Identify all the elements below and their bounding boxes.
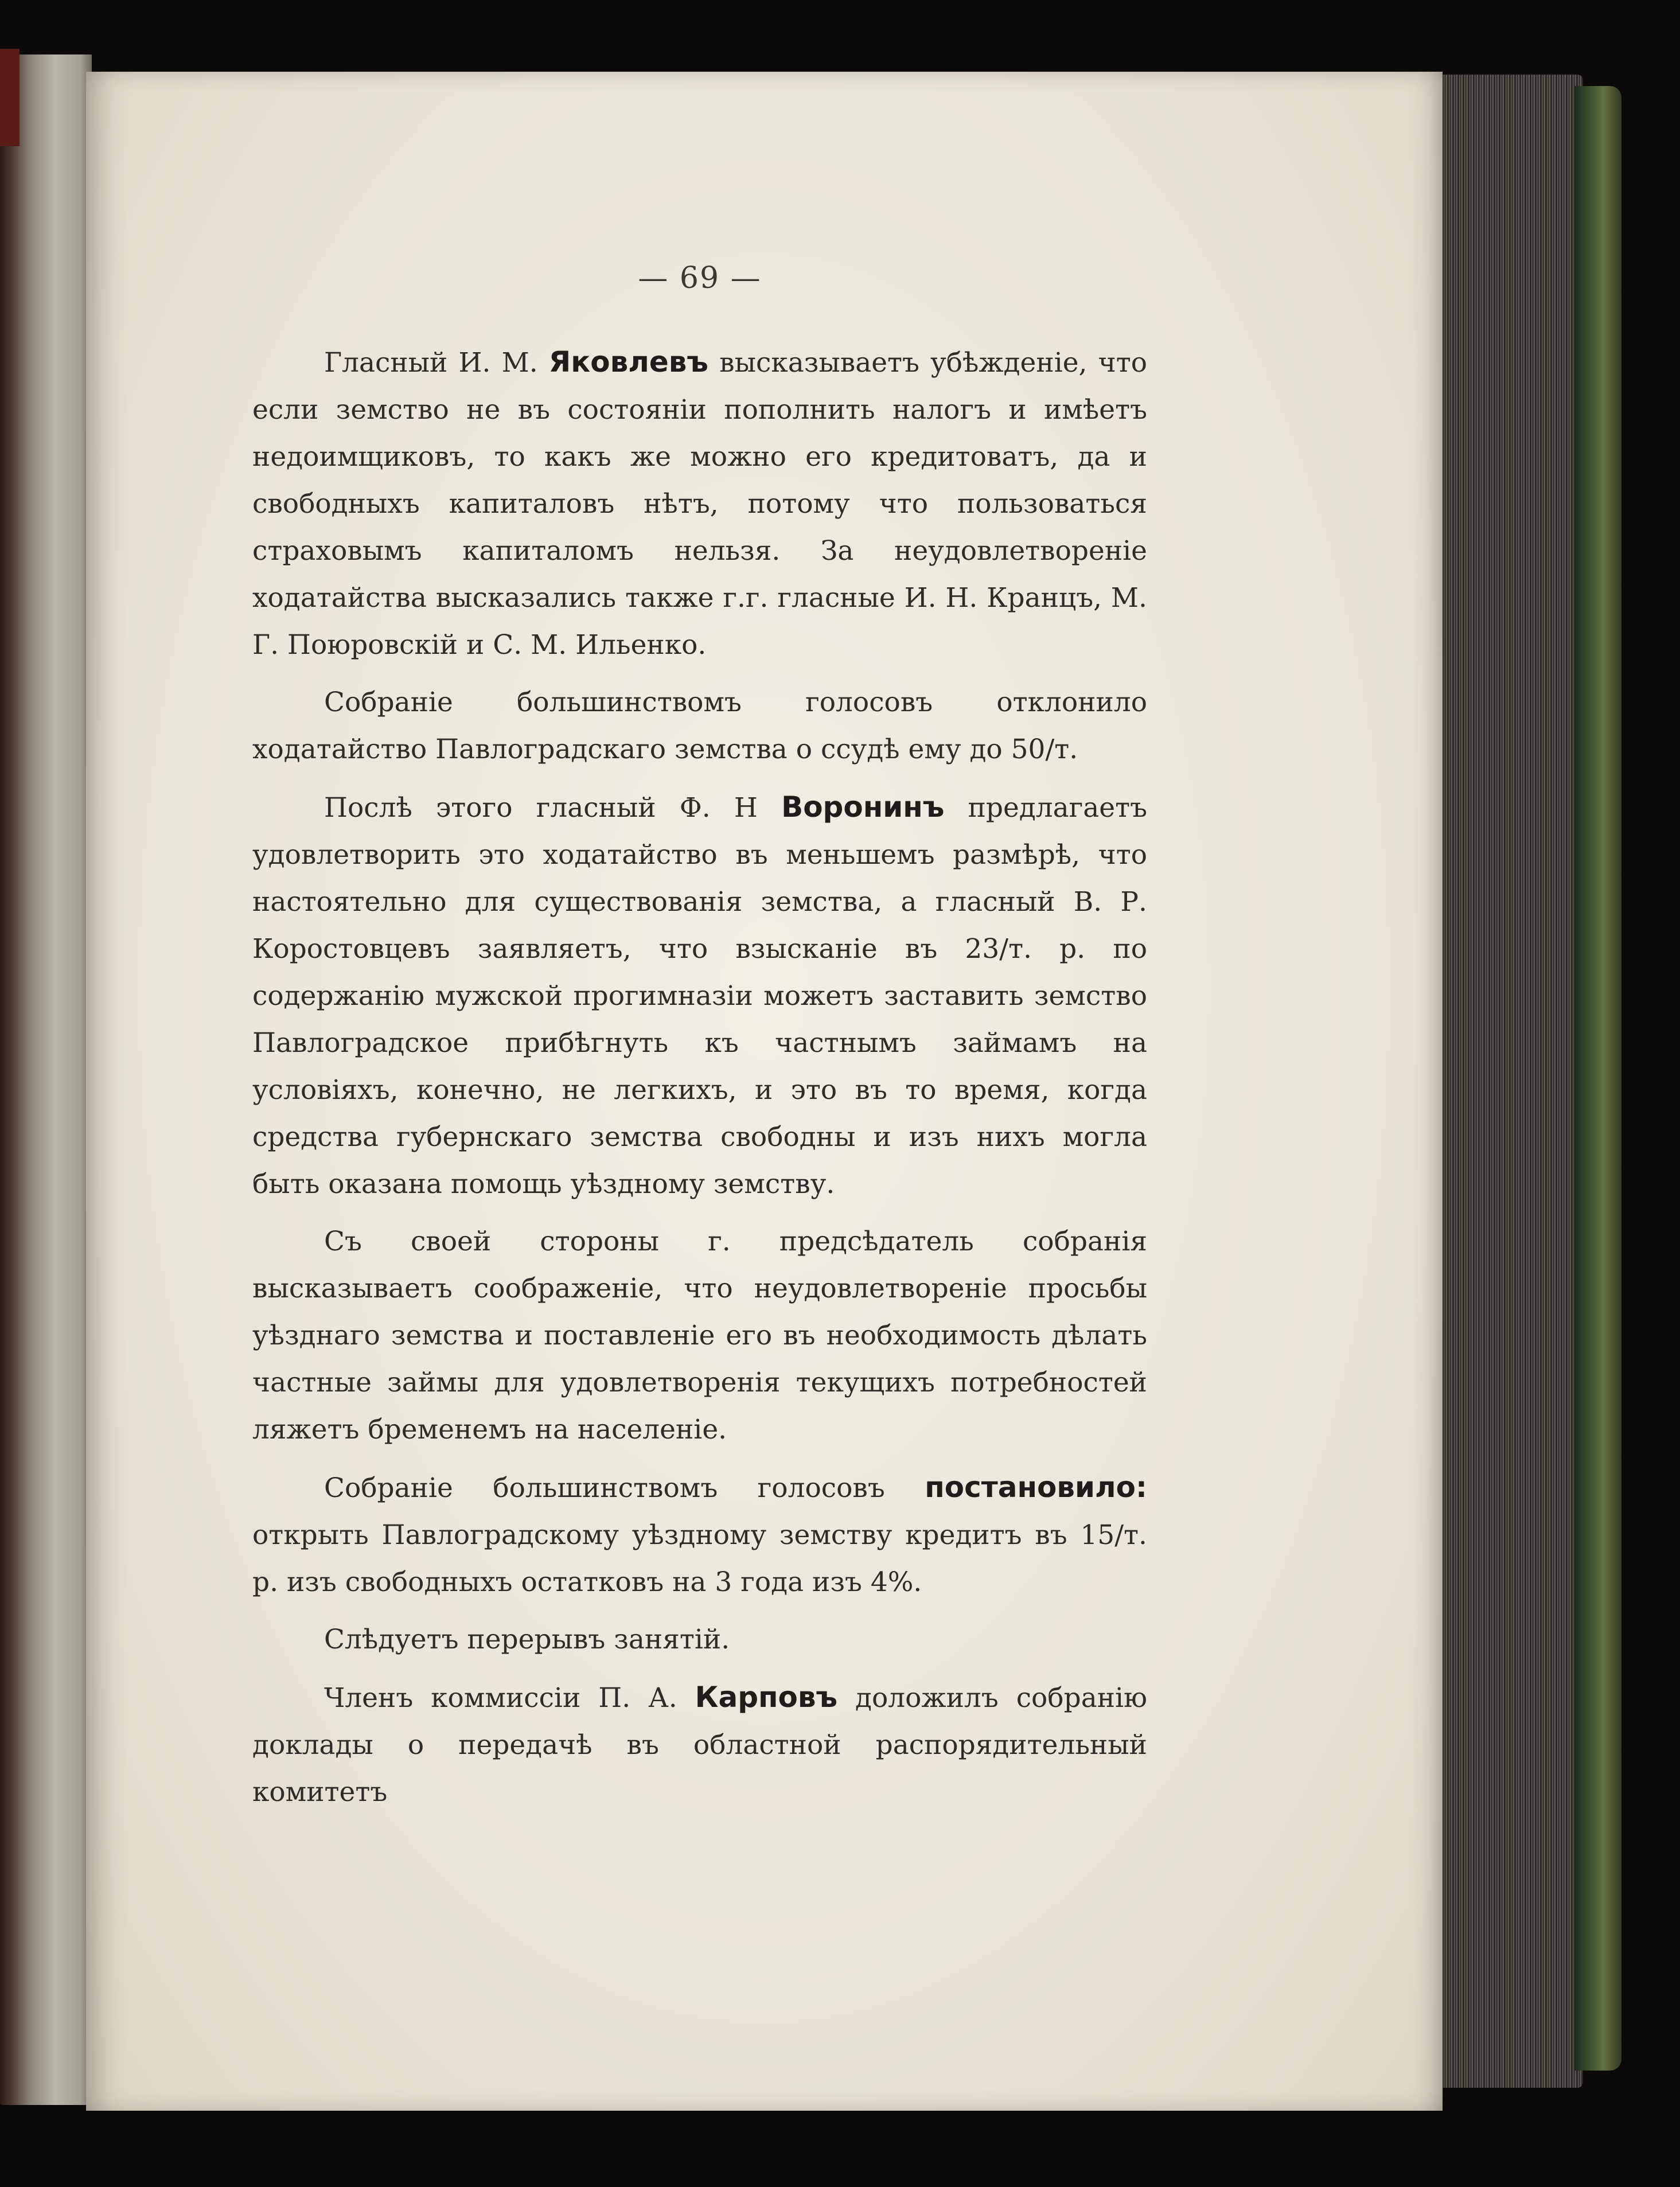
page-stack-edge — [1434, 75, 1583, 2088]
paragraph-5 — [252, 1464, 1147, 1606]
body-text — [252, 338, 1147, 1826]
page-number: — 69 — — [638, 261, 762, 295]
paragraph-text: Собраніе большинствомъ голосовъ отклонило ходатайство Павлоградскаго земства о ссудѣ ему до 50/т. — [252, 687, 1147, 765]
paragraph-3 — [252, 783, 1147, 1208]
paragraph-text: предлагаетъ удовлетворить это ходатайство въ меньшемъ размѣрѣ, что настоятельно для существованія земства, а гласный В. Р. Коростовцевъ заявляетъ, что взысканіе въ 23/т. р. по содержанію мужской прогимназіи можетъ заставить земство Павлоградское прибѣгнуть къ частнымъ займамъ на условіяхъ, конечно, не легкихъ, и это въ то время, когда средства губернскаго земства свободны и изъ нихъ могла быть оказана помощь уѣздному земству. — [252, 792, 1147, 1200]
book-cover-edge — [1574, 86, 1621, 2071]
paragraph-4 — [252, 1218, 1147, 1453]
paragraph-2 — [252, 679, 1147, 773]
paragraph-text: Гласный И. М. — [324, 347, 549, 379]
previous-page-edge — [0, 54, 92, 2105]
paragraph-6 — [252, 1616, 1147, 1663]
paragraph-text: Слѣдуетъ перерывъ занятій. — [324, 1624, 730, 1655]
paragraph-text: открыть Павлоградскому уѣздному земству кредитъ въ 15/т. р. изъ свободныхъ остатковъ на 3 года изъ 4%. — [252, 1519, 1147, 1598]
resolution-keyword: постановило: — [925, 1471, 1147, 1504]
paragraph-text: Собраніе большинствомъ голосовъ — [324, 1472, 925, 1504]
speaker-name: Карповъ — [695, 1681, 838, 1714]
paragraph-text: Послѣ этого гласный Ф. Н — [324, 792, 782, 824]
paragraph-7 — [252, 1674, 1147, 1816]
speaker-name: Воронинъ — [781, 790, 945, 824]
paragraph-text: доложилъ собранію доклады о передачѣ въ областной распорядительный комитетъ — [252, 1682, 1147, 1808]
paragraph-text: высказываетъ убѣжденіе, что если земство не въ состояніи пополнить налогъ и имѣетъ недоимщиковъ, то какъ же можно его кредитоватъ, да и свободныхъ капиталовъ нѣтъ, потому что пользоваться страховымъ капиталомъ нельзя. За неудовлетвореніе ходатайства высказались также г.г. гласные И. Н. Кранцъ, М. Г. Поюровскій и С. М. Ильенко. — [252, 347, 1147, 661]
paragraph-1 — [252, 338, 1147, 669]
binding-ribbon — [0, 49, 20, 146]
paragraph-text: Членъ коммиссіи П. А. — [324, 1682, 695, 1714]
speaker-name: Яковлевъ — [548, 345, 708, 379]
paragraph-text: Съ своей стороны г. предсѣдатель собранія высказываетъ соображеніе, что неудовлетвореніе просьбы уѣзднаго земства и поставленіе его въ необходимость дѣлать частные займы для удовлетворенія текущихъ потребностей ляжетъ бременемъ на населеніе. — [252, 1226, 1147, 1445]
